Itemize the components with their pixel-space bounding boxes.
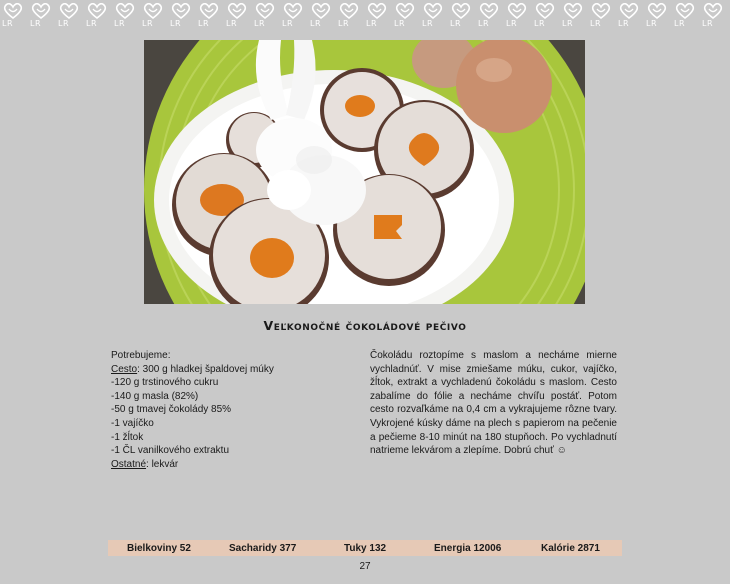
logo-icon	[336, 0, 364, 34]
logo-strip	[0, 0, 730, 34]
logo-text: LR	[394, 19, 406, 28]
ingredient-item: -1 ČL vanilkového extraktu	[111, 445, 230, 457]
logo-text: LR	[478, 19, 490, 28]
logo-text: LR	[702, 19, 714, 28]
logo-text: LR	[114, 19, 126, 28]
logo-icon	[644, 0, 672, 34]
logo-icon	[308, 0, 336, 34]
logo-text: LR	[226, 19, 238, 28]
logo-text: LR	[30, 19, 42, 28]
logo-text: LR	[590, 19, 602, 28]
dough-first-item: : 300 g hladkej špaldovej múky	[137, 363, 274, 375]
logo-text: LR	[254, 19, 266, 28]
logo-icon	[224, 0, 252, 34]
logo-icon	[140, 0, 168, 34]
logo-text: LR	[170, 19, 182, 28]
logo-text: LR	[58, 19, 70, 28]
logo-icon	[112, 0, 140, 34]
nutrition-bar	[108, 540, 622, 556]
logo-icon	[448, 0, 476, 34]
logo-icon	[420, 0, 448, 34]
logo-icon	[476, 0, 504, 34]
logo-text: LR	[86, 19, 98, 28]
logo-text: LR	[198, 19, 210, 28]
logo-text: LR	[562, 19, 574, 28]
nutrition-protein: Bielkoviny 52	[127, 542, 191, 554]
logo-text: LR	[506, 19, 518, 28]
nutrition-calories: Kalórie 2871	[541, 542, 600, 554]
recipe-photo	[144, 40, 585, 304]
logo-text: LR	[310, 19, 322, 28]
logo-icon	[252, 0, 280, 34]
logo-icon	[588, 0, 616, 34]
logo-icon	[168, 0, 196, 34]
logo-icon	[364, 0, 392, 34]
logo-text: LR	[534, 19, 546, 28]
ingredient-item: -50 g tmavej čokolády 85%	[111, 404, 232, 416]
logo-text: LR	[338, 19, 350, 28]
other-value: : lekvár	[146, 458, 179, 470]
logo-text: LR	[366, 19, 378, 28]
ingredient-other	[111, 458, 341, 472]
ingredient-item: -1 žĺtok	[111, 431, 144, 443]
logo-icon	[28, 0, 56, 34]
ingredients-list	[111, 349, 341, 471]
logo-text: LR	[282, 19, 294, 28]
logo-icon	[280, 0, 308, 34]
logo-text: LR	[142, 19, 154, 28]
dough-label: Cesto	[111, 363, 138, 375]
recipe-steps: Čokoládu roztopíme s maslom a necháme mierne vychladnúť. V mise zmiešame múku, cukor, vajíčko, žĺtok, extrakt a vychladenú čokoládu s maslom. Cesto zabalíme do fólie a necháme chvíľu postáť. Potom cesto rozvaľkáme na 0,4 cm a vykrajujeme rôzne tvary. Vykrojené kúsky dáme na plech s papierom na pečenie a pečieme 8-10 minút na 180 stupňoch. Po vychladnutí natrieme lekvárom a zlepíme. Dobrú chuť ☺	[370, 350, 617, 457]
logo-icon	[700, 0, 728, 34]
logo-icon	[84, 0, 112, 34]
logo-icon	[532, 0, 560, 34]
page-number: 27	[359, 561, 371, 572]
logo-text: LR	[422, 19, 434, 28]
ingredient-item: -140 g masla (82%)	[111, 390, 199, 402]
logo-icon	[0, 0, 28, 34]
ingredient-dough	[111, 363, 341, 377]
logo-icon	[616, 0, 644, 34]
nutrition-carbs: Sacharidy 377	[229, 542, 297, 554]
logo-icon	[56, 0, 84, 34]
logo-icon	[196, 0, 224, 34]
logo-text: LR	[674, 19, 686, 28]
ingredient-item: -120 g trstinového cukru	[111, 377, 219, 389]
nutrition-fat: Tuky 132	[344, 542, 387, 554]
ingredients-heading: Potrebujeme:	[111, 350, 171, 361]
logo-icon	[504, 0, 532, 34]
recipe-title: Veľkonočné čokoládové pečivo	[263, 318, 467, 333]
logo-text: LR	[618, 19, 630, 28]
other-label: Ostatné	[111, 458, 147, 470]
logo-text: LR	[450, 19, 462, 28]
ingredient-item: -1 vajíčko	[111, 417, 154, 429]
logo-icon	[672, 0, 700, 34]
logo-text: LR	[2, 19, 14, 28]
logo-icon	[392, 0, 420, 34]
logo-icon	[560, 0, 588, 34]
nutrition-energy: Energia 12006	[434, 542, 502, 554]
logo-text: LR	[646, 19, 658, 28]
